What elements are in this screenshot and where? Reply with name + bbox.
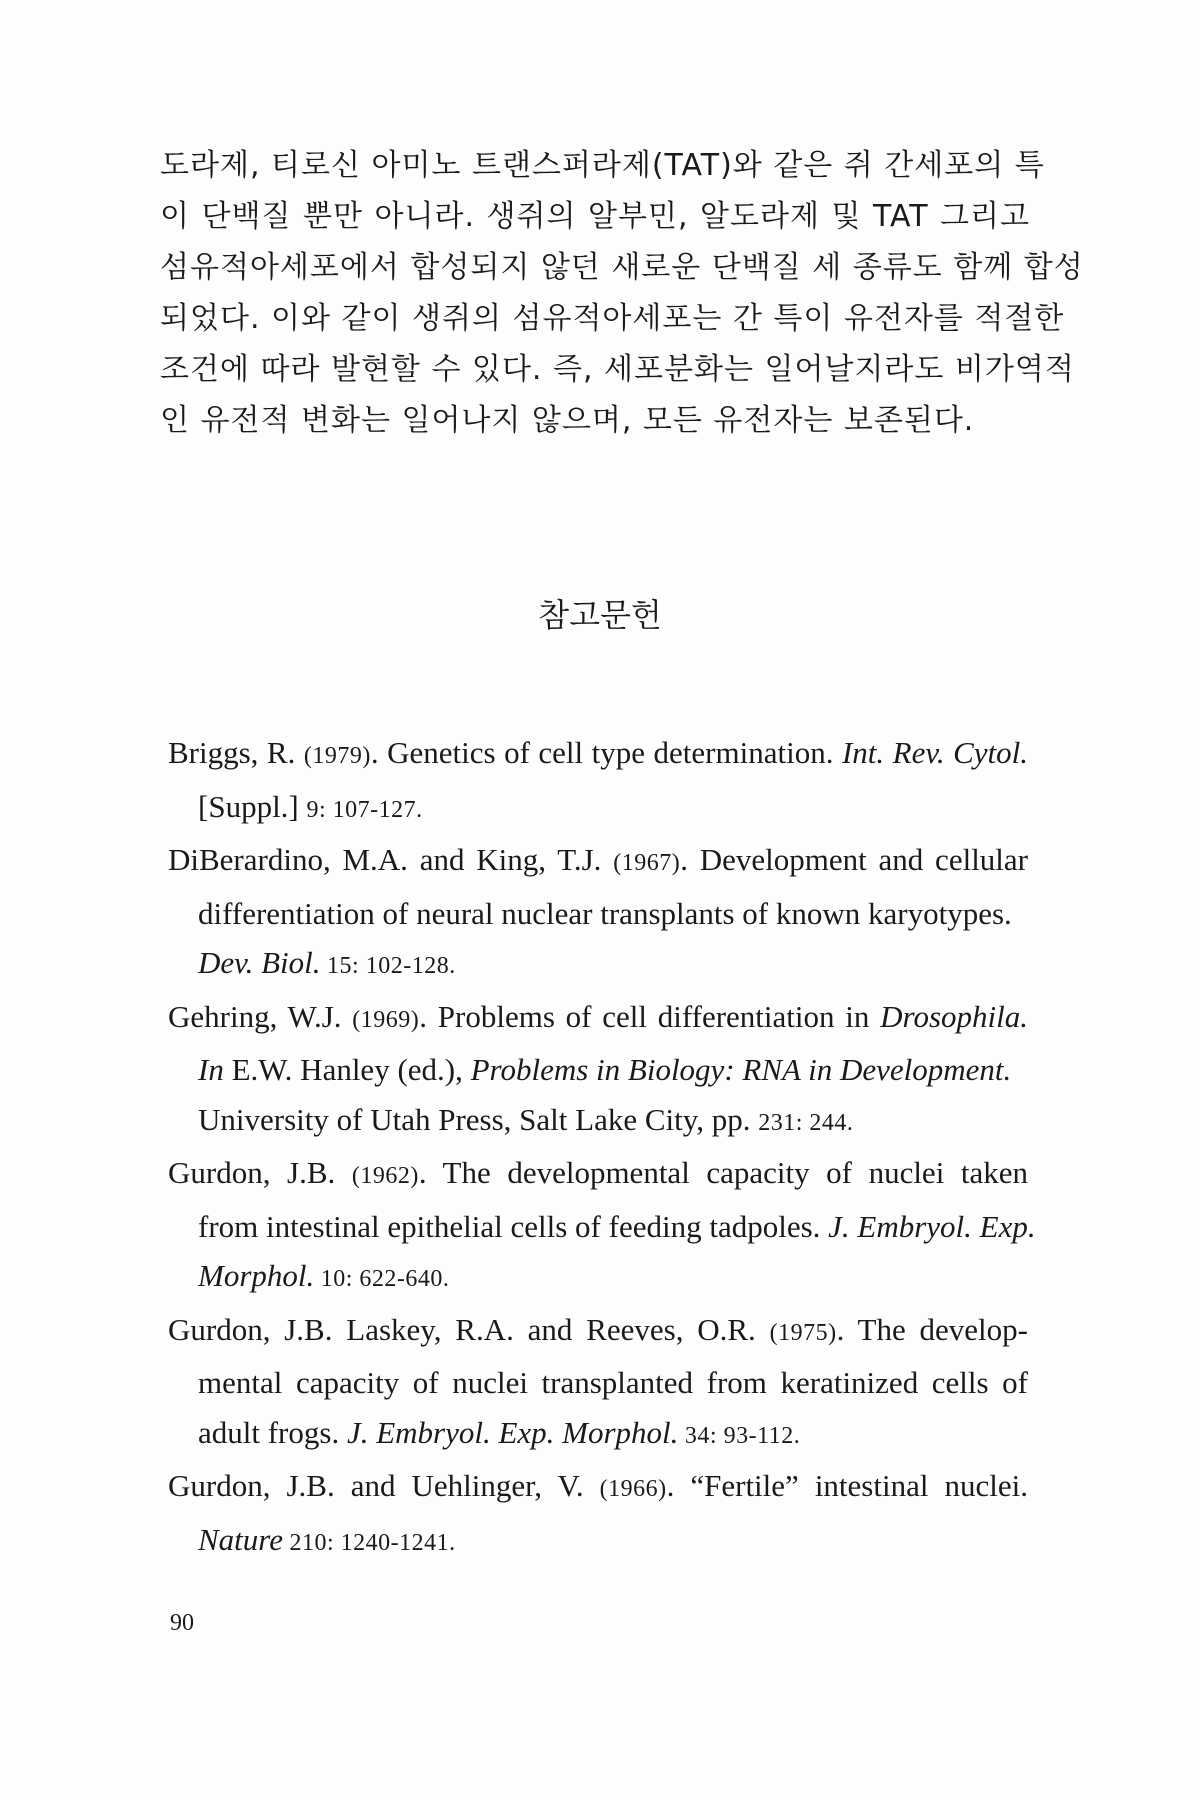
reference-book: Problems in Biology: RNA in Development. (470, 1052, 1012, 1087)
reference-in: In (198, 1052, 224, 1087)
reference-line: differentiation of neural nuclear transplants of known karyotypes. (198, 895, 1012, 931)
reference-pages: 15: 102-128. (320, 953, 456, 979)
reference-line (168, 1305, 1028, 1359)
reference-year: (1969) (352, 1006, 420, 1033)
reference-title: . The developmental capacity of nuclei taken (418, 1155, 1028, 1190)
reference-publisher: University of Utah Press, Salt Lake City, pp. (198, 1101, 759, 1137)
reference-journal: J. Embryol. Exp. Morphol. (346, 1414, 679, 1450)
page-number: 90 (170, 1610, 194, 1636)
reference-line (168, 992, 1028, 1046)
reference-item-gurdon-1962 (168, 1148, 1036, 1305)
reference-supplement: [Suppl.] (198, 788, 307, 824)
reference-line (168, 1202, 1036, 1252)
reference-item-diberardino (168, 835, 1028, 992)
reference-line (168, 1045, 1028, 1095)
reference-journal: J. Embryol. Exp. (828, 1208, 1036, 1244)
paragraph-line: 이 단백질 뿐만 아니라. 생쥐의 알부민, 알도라제 및 TAT 그리고 (160, 199, 1030, 234)
reference-title: . Problems of cell differentiation in (419, 998, 881, 1034)
reference-pages: 10: 622-640. (314, 1266, 450, 1292)
reference-year: (1975) (769, 1319, 837, 1346)
reference-authors: Gurdon, J.B. (168, 1155, 352, 1190)
reference-item-gurdon-1975 (168, 1305, 1028, 1462)
reference-line: mental capacity of nuclei transplanted from keratinized cells of (198, 1365, 1028, 1400)
reference-pages: 210: 1240-1241. (282, 1529, 456, 1556)
paragraph-line: 되었다. 이와 같이 생쥐의 섬유적아세포는 간 특이 유전자를 적절한 (160, 301, 1065, 336)
reference-item-gehring (168, 992, 1028, 1149)
references-heading: 참고문헌 (538, 596, 662, 634)
reference-title: . The develop- (836, 1311, 1028, 1347)
reference-line (168, 835, 1028, 889)
reference-item-briggs (168, 728, 1028, 835)
reference-line (168, 1408, 1028, 1462)
reference-line (168, 1461, 1028, 1515)
reference-line (168, 938, 1028, 992)
reference-list (168, 728, 1036, 1568)
reference-title: from intestinal epithelial cells of feeding tadpoles. (198, 1208, 829, 1244)
reference-pages: 231: 244. (758, 1109, 854, 1136)
paragraph-line: 섬유적아세포에서 합성되지 않던 새로운 단백질 세 종류도 함께 합성 (160, 250, 1084, 285)
reference-italic-term: Drosophila. (880, 998, 1028, 1034)
body-paragraph (160, 140, 1084, 446)
reference-title: adult frogs. (198, 1414, 347, 1450)
reference-title: . Development and cellular (680, 842, 1028, 877)
reference-pages: 34: 93-112. (678, 1422, 801, 1449)
reference-year: (1962) (351, 1163, 419, 1189)
paragraph-line: 조건에 따라 발현할 수 있다. 즉, 세포분화는 일어날지라도 비가역적 (160, 352, 1075, 387)
reference-authors: Briggs, R. (168, 735, 304, 770)
paragraph-line: 인 유전적 변화는 일어나지 않으며, 모든 유전자는 보존된다. (160, 403, 975, 438)
reference-line (168, 728, 1028, 782)
reference-line (168, 1095, 1028, 1149)
reference-line (168, 1251, 1028, 1305)
reference-year: (1979) (303, 743, 371, 769)
reference-line (168, 1515, 1028, 1569)
reference-journal: Nature (198, 1521, 283, 1557)
reference-authors: Gurdon, J.B. and Uehlinger, V. (168, 1468, 600, 1503)
reference-line (168, 782, 1028, 836)
reference-year: (1966) (599, 1476, 667, 1502)
reference-authors: Gurdon, J.B. Laskey, R.A. and Reeves, O.R. (168, 1311, 770, 1347)
reference-pages: 9: 107-127. (306, 796, 423, 823)
paragraph-line: 도라제, 티로신 아미노 트랜스퍼라제(TAT)와 같은 쥐 간세포의 특 (160, 148, 1045, 183)
reference-line (168, 1148, 1028, 1202)
reference-year: (1967) (613, 850, 681, 876)
reference-journal: Morphol. (198, 1258, 315, 1293)
reference-title: . “Fertile” intestinal nuclei. (666, 1468, 1028, 1503)
reference-authors: Gehring, W.J. (168, 998, 353, 1034)
reference-title: . Genetics of cell type determination. (370, 735, 842, 770)
reference-authors: DiBerardino, M.A. and King, T.J. (168, 842, 614, 877)
reference-journal: Dev. Biol. (198, 945, 321, 980)
reference-journal: Int. Rev. Cytol. (841, 735, 1028, 770)
reference-item-gurdon-1966 (168, 1461, 1028, 1568)
reference-editor: E.W. Hanley (ed.), (223, 1052, 471, 1087)
